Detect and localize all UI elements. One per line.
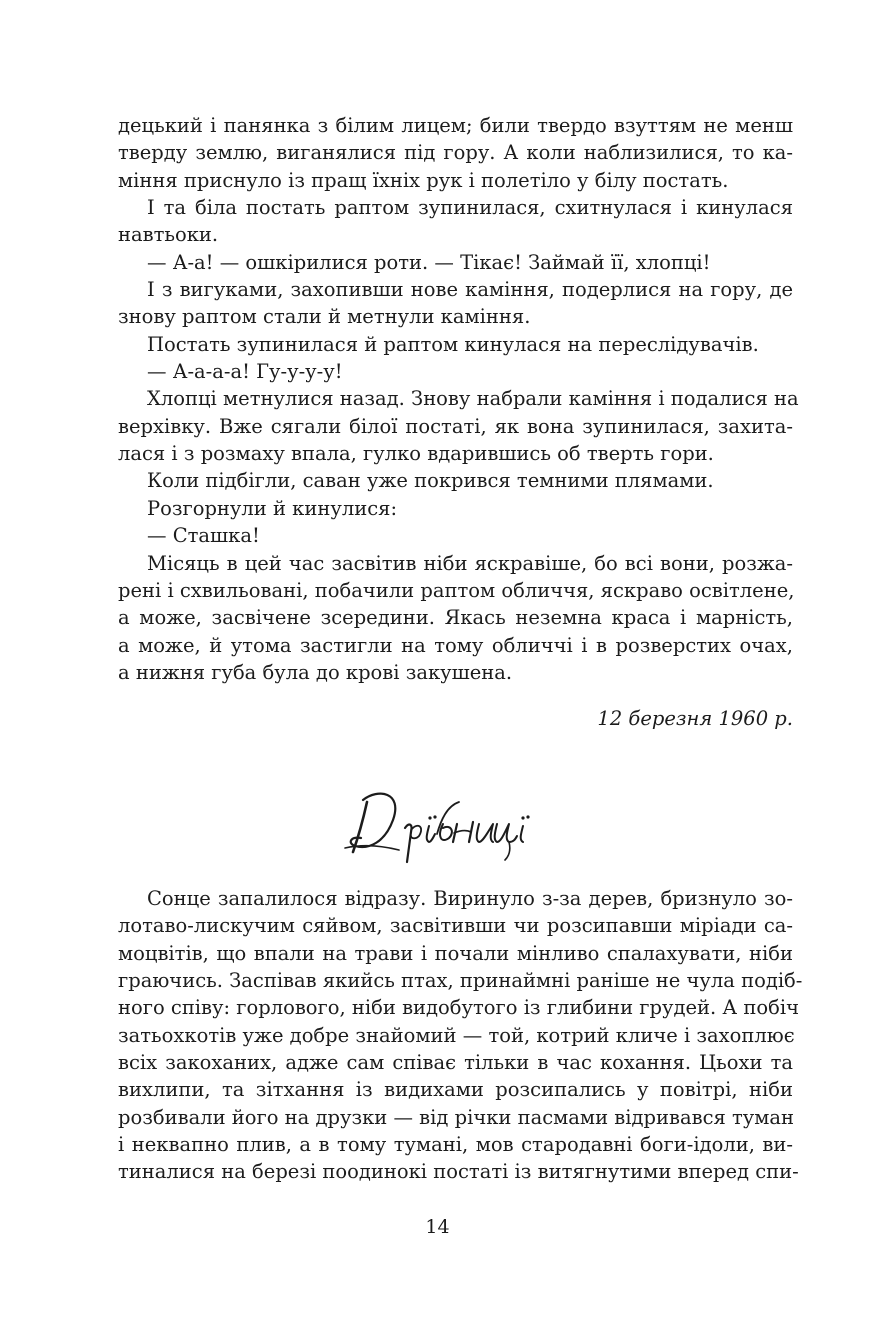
text-line: моцвітів, що впали на трави і почали мінливо спалахувати, ніби (118, 941, 793, 965)
date-signature: 12 березня 1960 р. (597, 707, 793, 730)
text-line: Коли підбігли, саван уже покрився темними плямами. (147, 469, 714, 493)
text-line: — Сташка! (147, 524, 260, 548)
text-line: граючись. Заспівав якийсь птах, принаймні раніше не чула подіб- (118, 969, 803, 993)
text-line: а нижня губа була до крові закушена. (118, 660, 513, 684)
text-line: лотаво-лискучим сяйвом, засвітивши чи розсипавши міріади са- (118, 914, 793, 938)
text-line: затьохкотів уже добре знайомий — той, котрий кличе і захоплює (118, 1023, 795, 1047)
text-line: всіх закоханих, адже сам співає тільки в час кохання. Цьохи та (118, 1051, 793, 1075)
text-line: тверду землю, виганялися під гору. А коли наблизилися, то ка- (118, 141, 793, 165)
text-line: навтьоки. (118, 223, 219, 247)
text-line: верхівку. Вже сягали білої постаті, як вона зупинилася, захита- (118, 414, 793, 438)
text-line: тиналися на березі поодинокі постаті із витягнутими вперед спи- (118, 1160, 799, 1184)
text-line: децький і панянка з білим лицем; били твердо взуттям не менш (118, 114, 793, 137)
text-line: вихлипи, та зітхання із видихами розсипались у повітрі, ніби (118, 1078, 793, 1102)
text-line: розбивали його на друзки — від річки пасмами відривався туман (118, 1105, 795, 1129)
text-line: лася і з розмаху впала, гулко вдарившись об тверть гори. (118, 442, 714, 466)
text-line: ного співу: горлового, ніби видобутого із глибини грудей. А побіч (118, 996, 799, 1020)
section-title-calligraphy (333, 780, 543, 870)
text-line: — А-а-а-а! Гу-у-у-у! (147, 360, 343, 384)
text-line: І з вигуками, захопивши нове каміння, подерлися на гору, де (147, 278, 793, 302)
text-line: а може, й утома застигли на тому обличчі і в розверстих очах, (118, 633, 793, 657)
text-line: І та біла постать раптом зупинилася, схитнулася і кинулася (147, 196, 793, 220)
text-block-bottom (118, 885, 803, 1186)
text-line: міння приснуло із пращ їхніх рук і полетіло у білу постать. (118, 168, 729, 192)
text-line: знову раптом стали й метнули каміння. (118, 305, 531, 329)
section-title (0, 780, 875, 870)
text-line: — А-а! — ошкірилися роти. — Тікає! Займай її, хлопці! (147, 250, 711, 274)
text-line: Розгорнули й кинулися: (147, 496, 398, 520)
text-line: Хлопці метнулися назад. Знову набрали каміння і подалися на (147, 387, 799, 411)
text-line: а може, засвічене зсередини. Якась неземна краса і марність, (118, 606, 793, 630)
text-line: Сонце запалилося відразу. Виринуло з-за дерев, бризнуло зо- (147, 887, 793, 910)
page-number: 14 (425, 1216, 450, 1238)
text-line: і неквапно плив, а в тому тумані, мов стародавні боги-ідоли, ви- (118, 1133, 793, 1157)
text-line: рені і схвильовані, побачили раптом обличчя, яскраво освітлене, (118, 578, 795, 602)
text-line: Місяць в цей час засвітив ніби яскравіше, бо всі вони, розжа- (147, 551, 793, 575)
text-block-top (118, 112, 799, 686)
text-line: Постать зупинилася й раптом кинулася на переслідувачів. (147, 332, 759, 356)
